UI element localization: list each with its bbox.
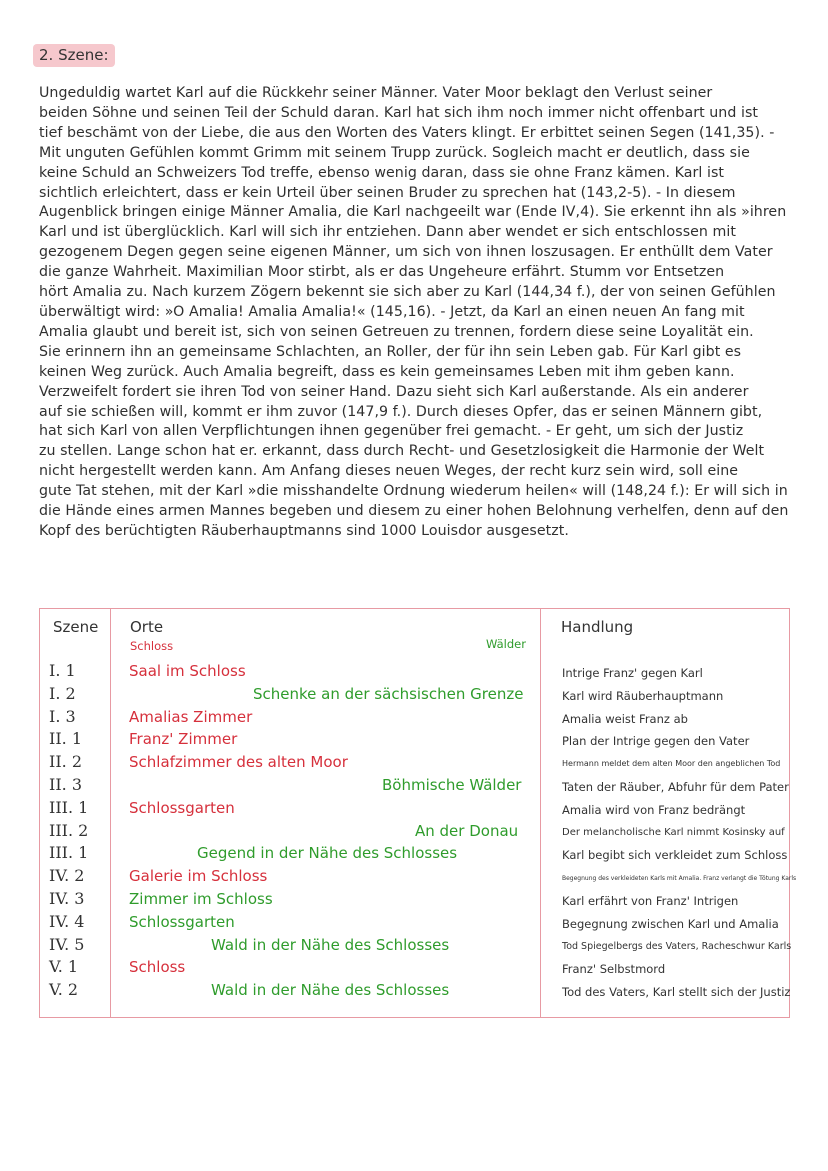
plot-summary: Hermann meldet dem alten Moor den angeblichen Tod (562, 759, 781, 769)
plot-summary: Der melancholische Karl nimmt Kosinsky auf (562, 826, 785, 838)
table-row (40, 866, 797, 889)
location: Amalias Zimmer (129, 707, 253, 726)
scene-number: V. 2 (49, 980, 79, 1000)
scene-number: III. 1 (49, 797, 89, 817)
scene-number: V. 1 (49, 957, 79, 977)
table-row (40, 889, 789, 912)
header-orte: Orte (130, 618, 164, 636)
paragraph-line: hört Amalia zu. Nach kurzem Zögern bekennt sie sich aber zu Karl (144,34 f.), der von seinen Gefühlen (39, 284, 776, 301)
plot-summary: Taten der Räuber, Abfuhr für dem Pater (562, 780, 789, 794)
table-row (40, 912, 789, 935)
plot-summary: Plan der Intrige gegen den Vater (562, 734, 750, 749)
scene-number: I. 3 (49, 706, 76, 726)
paragraph-line: beiden Söhne und seinen Teil der Schuld daran. Karl hat sich ihm noch immer nicht offenbart und ist (39, 104, 758, 121)
location: Schlossgarten (129, 912, 235, 931)
table-row (40, 775, 789, 798)
table-row (40, 798, 789, 821)
paragraph-line: die ganze Wahrheit. Maximilian Moor stirbt, als er das Ungeheure erfährt. Stumm vor Entsetzen (39, 264, 725, 281)
paragraph-line: Augenblick bringen einige Männer Amalia, die Karl nachgeeilt war (Ende IV,4). Sie erkennt ihn als »ihren (39, 204, 787, 221)
paragraph-line: Mit unguten Gefühlen kommt Grimm mit seinem Trupp zurück. Sogleich macht er deutlich, dass sie (39, 144, 750, 161)
table-row (40, 707, 789, 730)
location: Wald in der Nähe des Schlosses (211, 935, 450, 954)
plot-summary: Tod Spiegelbergs des Vaters, Racheschwur Karls (562, 940, 792, 952)
scene-number: II. 1 (49, 729, 82, 749)
plot-summary: Tod des Vaters, Karl stellt sich der Justiz (562, 985, 791, 1000)
plot-summary: Amalia weist Franz ab (562, 711, 688, 726)
table-row (40, 843, 789, 866)
location: Schloss (129, 958, 186, 977)
paragraph-line: Karl und ist überglücklich. Karl will sich ihr entziehen. Dann aber wendet er sich entschlossen mit (39, 224, 737, 241)
location: Saal im Schloss (129, 662, 246, 680)
paragraph-line: keine Schuld an Schweizers Tod treffe, ebenso wenig daran, dass sie ohne Franz kämen. Karl ist (39, 164, 725, 181)
table-row (40, 661, 789, 684)
plot-summary: Begegnung zwischen Karl und Amalia (562, 916, 779, 931)
table-row (40, 957, 789, 980)
paragraph-line: Amalia glaubt und bereit ist, sich von seinen Getreuen zu trennen, fordern diese seine Loyalität ein. (39, 323, 754, 340)
plot-summary: Franz' Selbstmord (562, 962, 666, 977)
paragraph-line: nicht hergestellt werden kann. Am Anfang dieses neuen Weges, der recht kurz sein wird, soll eine (39, 463, 739, 480)
table-row (40, 729, 789, 752)
location: Schlossgarten (129, 798, 235, 817)
plot-summary: Karl begibt sich verkleidet zum Schloss (562, 848, 788, 863)
paragraph-line: Ungeduldig wartet Karl auf die Rückkehr seiner Männer. Vater Moor beklagt den Verlust seiner (39, 85, 713, 101)
location: Böhmische Wälder (382, 776, 522, 794)
location: Schenke an der sächsischen Grenze (253, 684, 524, 703)
plot-summary: Karl erfährt von Franz' Intrigen (562, 894, 739, 908)
scene-number: III. 2 (49, 820, 89, 840)
location: Franz' Zimmer (129, 730, 238, 749)
paragraph-line: hat sich Karl von allen Verpflichtungen ihnen gegenüber frei gemacht. - Er geht, um sich der Justiz (39, 423, 744, 440)
scene-heading: 2. Szene: (33, 44, 115, 67)
paragraph-line: auf sie schießen will, kommt er ihm zuvor (147,9 f.). Durch dieses Opfer, das er seinen Männern gibt, (39, 403, 763, 420)
scene-number: IV. 5 (49, 934, 85, 954)
location: Wald in der Nähe des Schlosses (211, 981, 450, 1000)
table-row (40, 934, 792, 958)
scene-number: I. 2 (49, 683, 76, 703)
location: Gegend in der Nähe des Schlosses (197, 844, 458, 863)
paragraph-line: zu stellen. Lange schon hat er. erkannt, dass durch Recht- und Gesetzlosigkeit die Harmonie der Welt (39, 443, 765, 460)
scene-number: I. 1 (49, 661, 76, 680)
summary-paragraph (39, 84, 807, 542)
location: Schlafzimmer des alten Moor (129, 753, 348, 772)
legend-schloss: Schloss (130, 639, 174, 653)
plot-summary: Intrige Franz' gegen Karl (562, 666, 703, 680)
header-szene: Szene (53, 618, 99, 636)
paragraph-line: gute Tat stehen, mit der Karl »die misshandelte Ordnung wiederum heilen« will (148,24 f.): Er will sich in (39, 483, 788, 500)
location: An der Donau (415, 821, 519, 840)
scene-number: II. 3 (49, 775, 82, 794)
paragraph-line: Kopf des berüchtigten Räuberhauptmanns sind 1000 Louisdor ausgesetzt. (39, 522, 569, 539)
paragraph-line: Verzweifelt fordert sie ihren Tod von seiner Hand. Dazu sieht sich Karl außerstande. Als ein anderer (39, 383, 749, 400)
table-row (40, 821, 789, 844)
paragraph-line: gezogenem Degen gegen seine eigenen Männer, um sich von ihnen loszusagen. Er enthüllt dem Vater (39, 244, 773, 261)
legend-waelder: Wälder (486, 637, 526, 651)
scene-number: II. 2 (49, 752, 82, 772)
scene-number: IV. 3 (49, 889, 85, 908)
scene-number: III. 1 (49, 843, 89, 863)
paragraph-line: sichtlich erleichtert, dass er kein Urteil über seinen Bruder zu sprechen hat (143,2-5). - In diesem (39, 184, 736, 201)
plot-summary: Begegnung des verkleideten Karls mit Amalia. Franz verlangt die Tötung Karls (562, 875, 797, 883)
plot-summary: Karl wird Räuberhauptmann (562, 688, 724, 703)
paragraph-line: überwältigt wird: »O Amalia! Amalia Amalia!« (145,16). - Jetzt, da Karl an einen neuen An fang mit (39, 303, 745, 320)
paragraph-line: Sie erinnern ihn an gemeinsame Schlachten, an Roller, der für ihn sein Leben gab. Für Karl gibt es (39, 343, 742, 360)
location: Galerie im Schloss (129, 867, 268, 886)
header-handlung: Handlung (561, 618, 634, 636)
table-row (40, 980, 789, 1003)
paragraph-line: die Hände eines armen Mannes begeben und diesem zu einer hohen Belohnung verhelfen, denn auf den (39, 503, 789, 520)
location: Zimmer im Schloss (129, 890, 273, 908)
table-row (40, 684, 789, 707)
paragraph-line: tief beschämt von der Liebe, die aus den Worten des Vaters klingt. Er erbittet seinen Segen (141,35). - (39, 124, 775, 141)
scene-number: IV. 4 (49, 911, 85, 931)
scene-table (39, 608, 797, 1018)
paragraph-line: keinen Weg zurück. Auch Amalia begreift, dass es kein gemeinsames Leben mit ihm geben kann. (39, 363, 735, 380)
table-row (40, 752, 789, 775)
scene-number: IV. 2 (49, 866, 85, 886)
plot-summary: Amalia wird von Franz bedrängt (562, 802, 746, 817)
